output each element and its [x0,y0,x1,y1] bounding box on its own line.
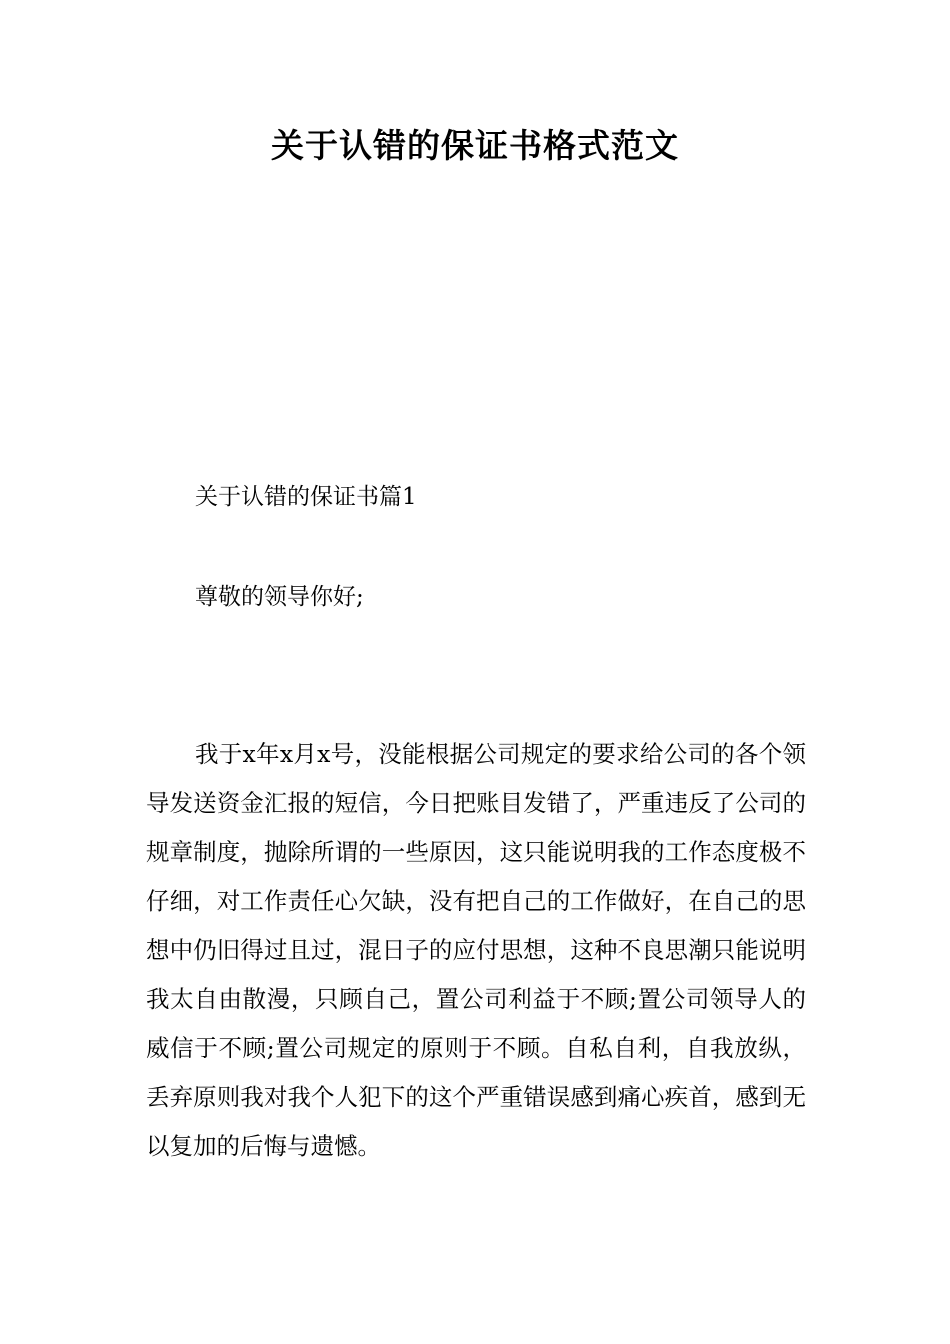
document-title: 关于认错的保证书格式范文 [271,126,679,165]
body-paragraph: 我于x年x月x号，没能根据公司规定的要求给公司的各个领导发送资金汇报的短信，今日把账目发错了，严重违反了公司的规章制度，抛除所谓的一些原因，这只能说明我的工作态度极不仔细，对工作责任心欠缺，没有把自己的工作做好，在自己的思想中仍旧得过且过，混日子的应付思想，这种不良思潮只能说明我太自由散漫，只顾自己，置公司利益于不顾;置公司领导人的威信于不顾;置公司规定的原则于不顾。自私自利，自我放纵，丢弃原则我对我个人犯下的这个严重错误感到痛心疾首，感到无以复加的后悔与遗憾。 [146,740,806,1160]
section-heading: 关于认错的保证书篇1 [195,484,417,510]
salutation: 尊敬的领导你好; [195,584,364,610]
